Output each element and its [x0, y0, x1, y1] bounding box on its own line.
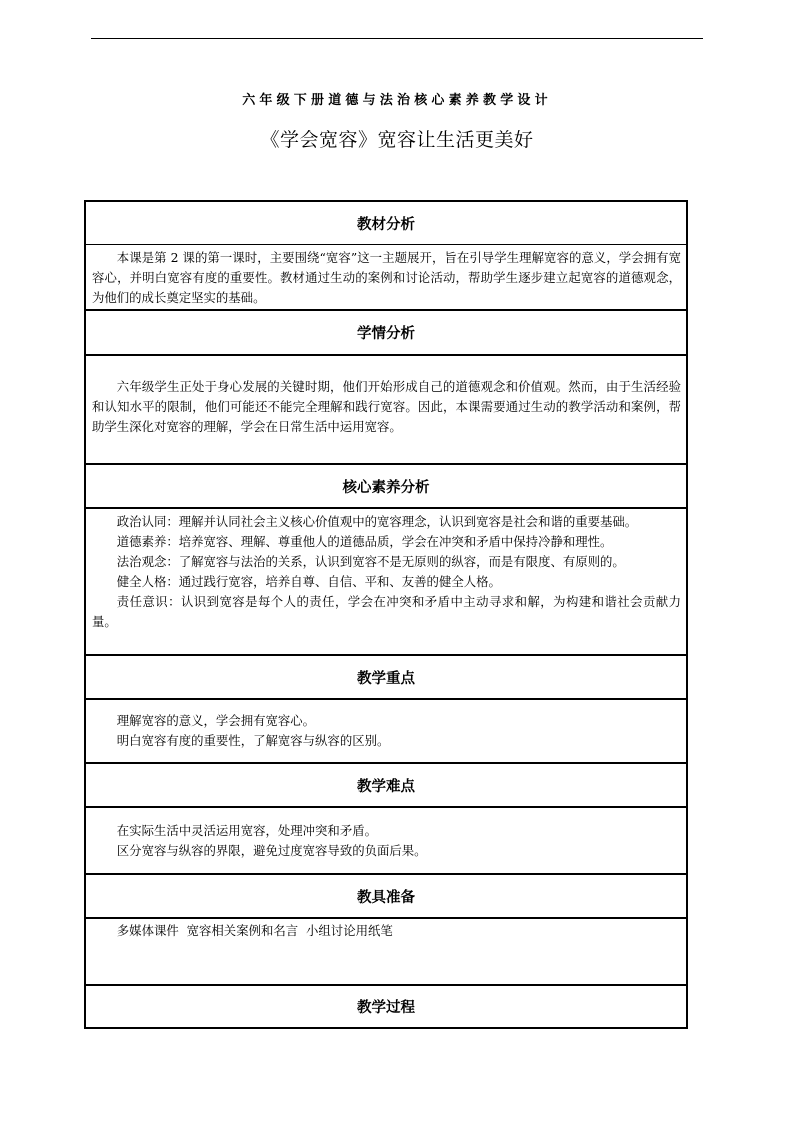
section-heading-teaching-focus: 教学重点: [357, 670, 415, 687]
paragraph: 区分宽容与纵容的界限，避免过度宽容导致的负面后果。: [116, 843, 427, 858]
section-divider: [86, 354, 686, 356]
section-heading-teaching-process: 教学过程: [357, 1000, 415, 1016]
paragraph: 六年级学生正处于身心发展的关键时期，他们开始形成自己的道德观念和价值观。然而，由于生活经验和认知水平的限制，他们可能还不能完全理解和践行宽容。因此，本课需要通过生动的教学活动和案例，帮助学生深化对宽容的理解，学会在日常生活中运用宽容。: [92, 379, 681, 434]
section-body-teaching-difficulty: [86, 821, 686, 861]
paragraph: 本课是第 2 课的第一课时，主要围绕“宽容”这一主题展开，旨在引导学生理解宽容的意义，学会拥有宽容心，并明白宽容有度的重要性。教材通过生动的案例和讨论活动，帮助学生逐步建立起宽容的道德观念，为他们的成长奠定坚实的基础。: [92, 250, 681, 305]
paragraph: 明白宽容有度的重要性，了解宽容与纵容的区别。: [116, 733, 390, 748]
document-title: 六年级下册道德与法治核心素养教学设计: [242, 93, 552, 108]
section-heading-teaching-difficulty: 教学难点: [357, 778, 415, 795]
paragraph: 在实际生活中灵活运用宽容，处理冲突和矛盾。: [116, 823, 377, 838]
paragraph: 道德素养：培养宽容、理解、尊重他人的道德品质，学会在冲突和矛盾中保持冷静和理性。: [116, 534, 613, 549]
paragraph: 多媒体课件 宽容相关案例和名言 小组讨论用纸笔: [116, 923, 393, 938]
lesson-design-table: [84, 200, 688, 1029]
paragraph: 责任意识：认识到宽容是每个人的责任，学会在冲突和矛盾中主动寻求和解，为构建和谐社会贡献力量。: [92, 594, 681, 629]
section-heading-core-literacy: 核心素养分析: [342, 479, 430, 496]
paragraph: 政治认同：理解并认同社会主义核心价值观中的宽容理念，认识到宽容是社会和谐的重要基础。: [116, 514, 638, 529]
section-heading-teaching-aids: 教具准备: [357, 889, 415, 906]
divider: [86, 244, 686, 245]
section-body-teaching-aids: [86, 921, 686, 941]
header-rule: [91, 38, 703, 39]
section-heading-student-analysis: 学情分析: [357, 326, 415, 342]
section-divider: [86, 806, 686, 808]
paragraph: 健全人格：通过践行宽容，培养自尊、自信、平和、友善的健全人格。: [116, 574, 501, 589]
lesson-title: 《学会宽容》宽容让生活更美好: [260, 129, 534, 151]
paragraph: 理解宽容的意义，学会拥有宽容心。: [116, 713, 316, 728]
section-heading-textbook-analysis: 教材分析: [357, 216, 415, 233]
section-body-teaching-focus: [86, 711, 686, 751]
paragraph: 法治观念：了解宽容与法治的关系，认识到宽容不是无原则的纵容，而是有限度、有原则的。: [116, 554, 625, 569]
section-divider: [86, 917, 686, 919]
section-divider: [86, 507, 686, 509]
section-body-student-analysis: [86, 377, 686, 437]
section-divider: [86, 698, 686, 700]
section-body-textbook-analysis: [86, 248, 686, 308]
section-body-core-literacy: [86, 512, 686, 632]
